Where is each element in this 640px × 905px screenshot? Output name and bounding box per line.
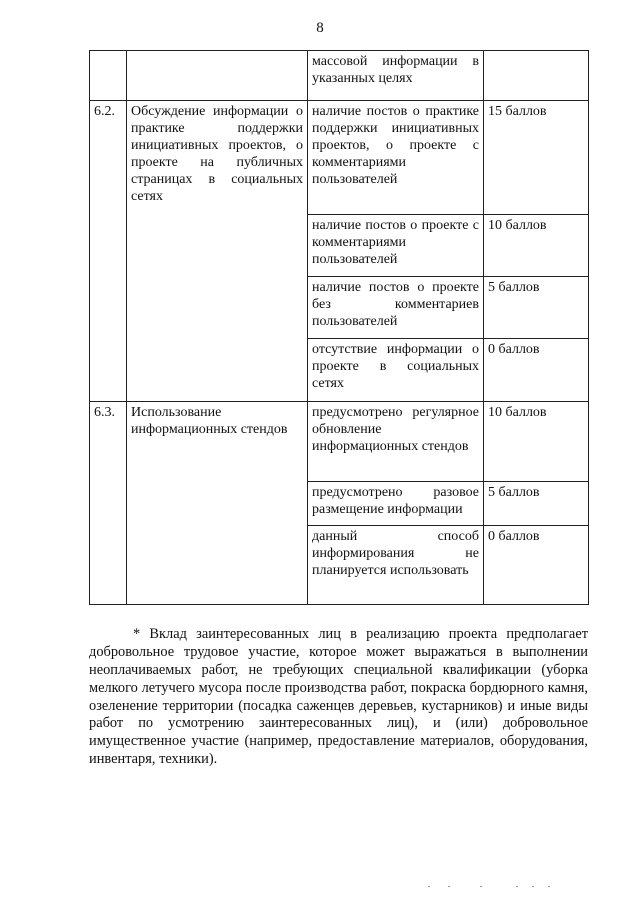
score-cell: 5 баллов (484, 482, 589, 526)
condition-cell: отсутствие информации о проекте в социальных сетях (308, 339, 484, 402)
score-cell: 0 баллов (484, 339, 589, 402)
condition-cell: предусмотрено регулярное обновление информационных стендов (308, 402, 484, 482)
table-row (90, 402, 589, 482)
row-number: 6.3. (90, 402, 127, 605)
score-cell: 10 баллов (484, 402, 589, 482)
score-cell (484, 51, 589, 101)
condition-cell: наличие постов о проекте с комментариями пользователей (308, 215, 484, 277)
footnote: * Вклад заинтересованных лиц в реализацию проекта предполагает добровольное трудовое участие, которое может выражаться в выполнении неоплачиваемых работ, не требующих специальной квалификации (уборка мелкого летучего мусора после производства работ, покраска бордюрного камня, озеленение территории (посадка саженцев деревьев, кустарников) и иные виды работ по усмотрению заинтересованных лиц), и (или) добровольное имущественное участие (например, предоставление материалов, оборудования, инвентаря, техники). (89, 626, 588, 767)
score-cell: 10 баллов (484, 215, 589, 277)
score-cell: 15 баллов (484, 101, 589, 215)
scan-artifacts (420, 884, 560, 890)
condition-cell: предусмотрено разовое размещение информации (308, 482, 484, 526)
condition-cell: массовой информации в указанных целях (308, 51, 484, 101)
table-row (90, 101, 589, 215)
criterion-cell (127, 51, 308, 101)
criteria-table (89, 50, 589, 605)
criterion-cell: Использование информационных стендов (127, 402, 308, 605)
page-number: 8 (316, 20, 324, 36)
row-number: 6.2. (90, 101, 127, 402)
condition-cell: данный способ информирования не планируется использовать (308, 526, 484, 605)
condition-cell: наличие постов о проекте без комментариев пользователей (308, 277, 484, 339)
criterion-cell: Обсуждение информации о практике поддержки инициативных проектов, о проекте на публичных страницах в социальных сетях (127, 101, 308, 402)
row-number (90, 51, 127, 101)
condition-cell: наличие постов о практике поддержки инициативных проектов, о проекте с комментариями пользователей (308, 101, 484, 215)
table-row (90, 51, 589, 101)
score-cell: 0 баллов (484, 526, 589, 605)
score-cell: 5 баллов (484, 277, 589, 339)
